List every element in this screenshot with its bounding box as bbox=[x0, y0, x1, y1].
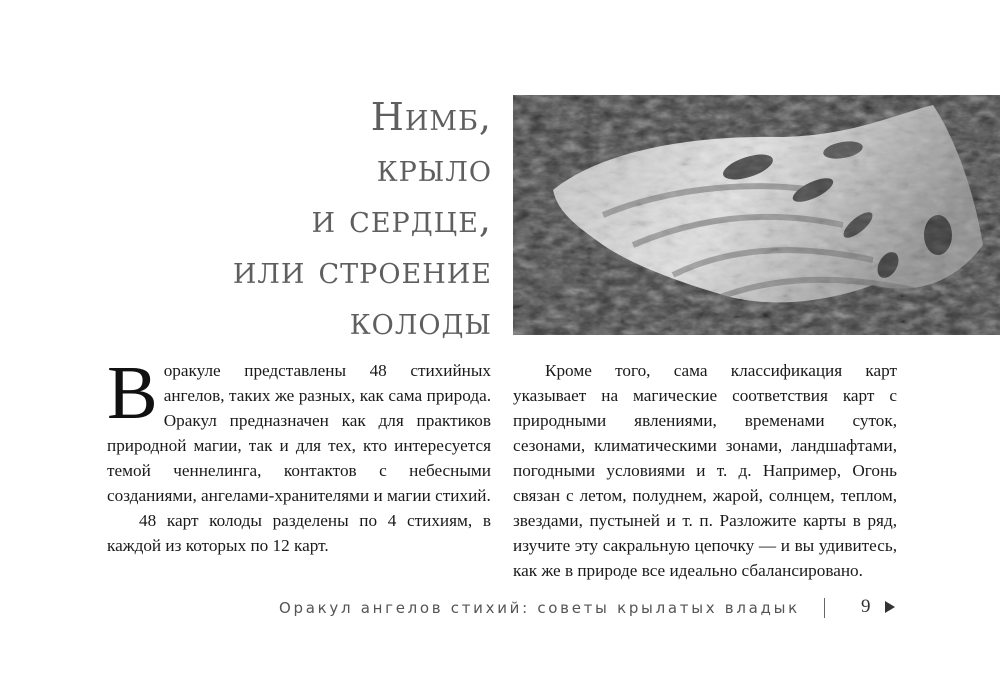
title-line: Нимб, bbox=[370, 95, 492, 139]
wing-illustration bbox=[513, 95, 1000, 335]
running-footer-title: Оракул ангелов стихий: советы крылатых владык bbox=[279, 599, 800, 617]
title-line: крыло bbox=[376, 146, 492, 190]
left-text-column bbox=[107, 351, 491, 558]
chapter-title bbox=[233, 92, 492, 347]
next-page-arrow-icon bbox=[885, 601, 895, 613]
paragraph-text: оракуле представлены 48 стихийных ангелов, таких же разных, как сама природа. Оракул предназначен как для практиков природной магии, так и для тех, кто интересуется темой ченнелинга, контактов с небесными созданиями, ангелами-хранителями и магии стихий. bbox=[107, 361, 491, 505]
paragraph bbox=[107, 351, 491, 508]
paragraph: 48 карт колоды разделены по 4 стихиям, в каждой из которых по 12 карт. bbox=[107, 511, 491, 555]
paragraph: Кроме того, сама классификация карт указывает на магические соответствия карт с природными явлениями, временами суток, сезонами, климатическими зонами, ландшафтами, погодными условиями и т. д. Например, Огонь связан с летом, полуднем, жарой, солнцем, теплом, звездами, пустыней и т. п. Разложите карты в ряд, изучите эту сакральную цепочку — и вы удивитесь, как же в природе все идеально сбалансировано. bbox=[513, 361, 897, 580]
page-number: 9 bbox=[861, 596, 871, 617]
title-line: или строение bbox=[232, 248, 492, 292]
title-line: и сердце, bbox=[311, 197, 492, 241]
title-line: колоды bbox=[349, 299, 492, 343]
drop-cap: В bbox=[107, 351, 158, 435]
right-text-column bbox=[513, 358, 897, 583]
footer-divider bbox=[824, 598, 825, 618]
